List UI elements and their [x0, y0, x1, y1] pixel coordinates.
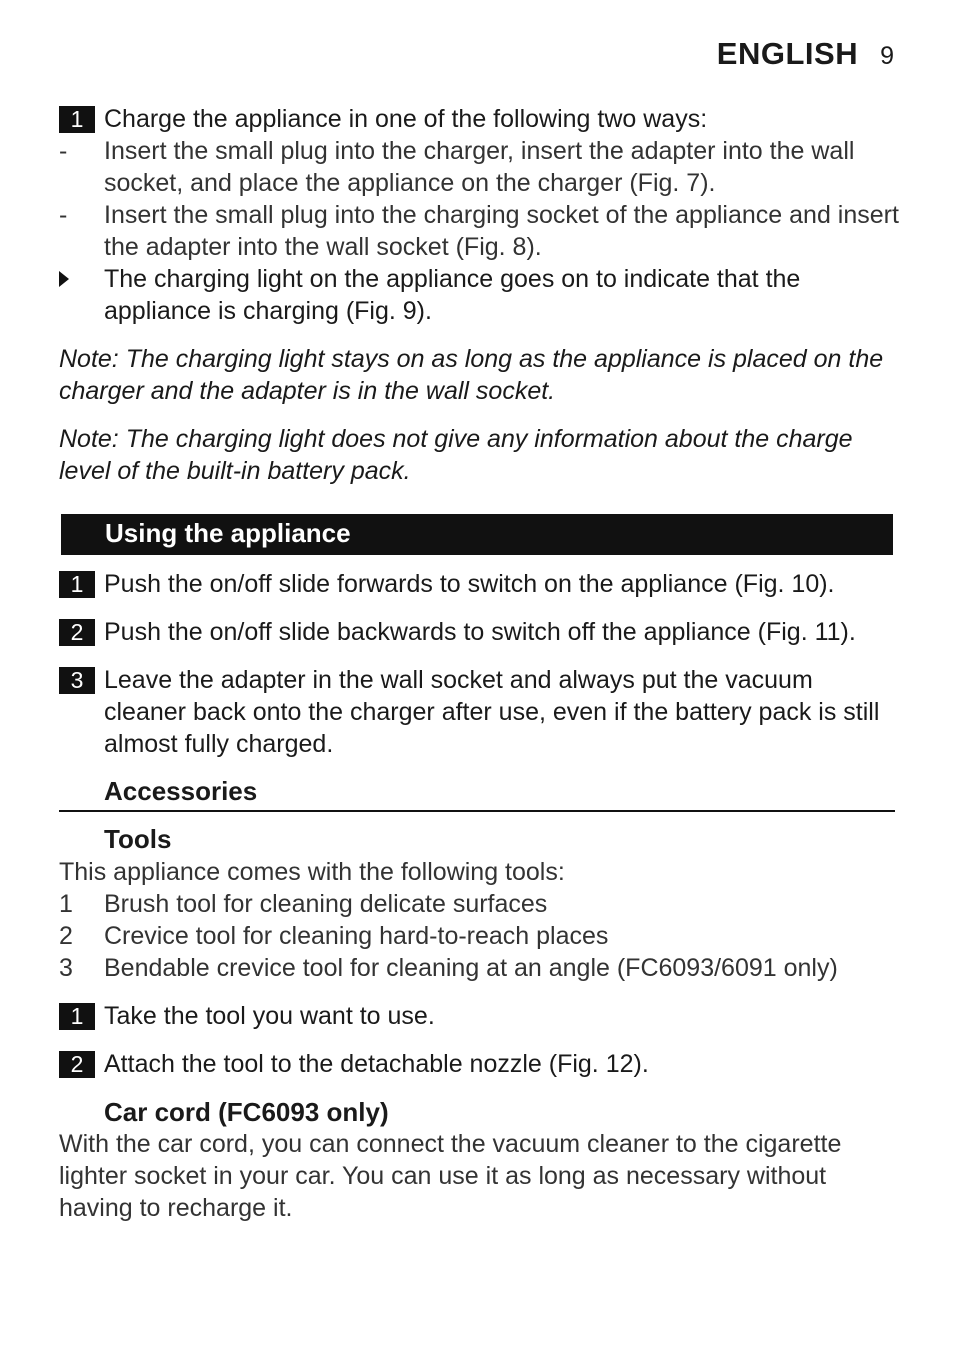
tools-intro: This appliance comes with the following tools:	[59, 858, 565, 886]
option-text: Insert the small plug into the charger, insert the adapter into the wall socket, and place the appliance on the charger (Fig. 7).	[104, 137, 855, 197]
using-step	[59, 664, 899, 760]
charge-option	[59, 135, 899, 199]
car-cord-heading: Car cord (FC6093 only)	[104, 1097, 389, 1127]
accessories-heading: Accessories	[104, 776, 258, 806]
step-number-badge: 1	[59, 106, 95, 133]
section-title: Using the appliance	[105, 518, 351, 548]
page-number: 9	[880, 42, 894, 70]
step-text: Push the on/off slide backwards to switch off the appliance (Fig. 11).	[104, 618, 856, 646]
dash-marker: -	[59, 137, 68, 165]
note-charge-level: Note: The charging light does not give any information about the charge level of the built-in battery pack.	[59, 425, 853, 485]
step-text: Take the tool you want to use.	[104, 1002, 435, 1030]
step-number-badge: 3	[59, 667, 95, 694]
step-number-badge: 1	[59, 1003, 95, 1030]
result-text: The charging light on the appliance goes on to indicate that the appliance is charging (Fig. 9).	[104, 265, 801, 325]
using-step	[59, 616, 904, 648]
step-text: Push the on/off slide forwards to switch on the appliance (Fig. 10).	[104, 570, 835, 598]
list-item-text: Crevice tool for cleaning hard-to-reach places	[104, 922, 609, 950]
list-number: 2	[59, 922, 73, 950]
step-number-badge: 2	[59, 1051, 95, 1078]
list-item-text: Brush tool for cleaning delicate surfaces	[104, 890, 548, 918]
list-number: 1	[59, 890, 73, 918]
tools-list	[59, 888, 899, 984]
car-cord-text: With the car cord, you can connect the vacuum cleaner to the cigarette lighter socket in your car. You can use it as long as necessary without having to recharge it.	[59, 1130, 842, 1222]
charge-step	[59, 103, 899, 135]
list-item	[59, 888, 899, 920]
section-banner	[61, 514, 893, 555]
option-text: Insert the small plug into the charging socket of the appliance and insert the adapter into the wall socket (Fig. 8).	[104, 201, 899, 261]
section-divider	[59, 810, 895, 812]
step-number-badge: 2	[59, 619, 95, 646]
list-item	[59, 920, 899, 952]
dash-marker: -	[59, 201, 68, 229]
note-charging-light: Note: The charging light stays on as long as the appliance is placed on the charger and the adapter is in the wall socket.	[59, 345, 884, 405]
step-text: Leave the adapter in the wall socket and always put the vacuum cleaner back onto the charger after use, even if the battery pack is still almost fully charged.	[104, 666, 880, 758]
list-item-text: Bendable crevice tool for cleaning at an angle (FC6093/6091 only)	[104, 954, 838, 982]
step-text: Charge the appliance in one of the following two ways:	[104, 105, 708, 133]
tool-step	[59, 1048, 899, 1080]
step-text: Attach the tool to the detachable nozzle (Fig. 12).	[104, 1050, 649, 1078]
result-arrow-icon	[59, 271, 69, 287]
list-item	[59, 952, 899, 984]
tools-heading: Tools	[104, 824, 172, 854]
charge-result	[59, 263, 899, 327]
charging-steps	[59, 103, 899, 327]
step-number-badge: 1	[59, 571, 95, 598]
using-step	[59, 568, 899, 600]
language-label: ENGLISH	[716, 36, 859, 71]
list-number: 3	[59, 954, 73, 982]
charge-option	[59, 199, 899, 263]
tool-step	[59, 1000, 899, 1032]
page-header	[717, 36, 894, 72]
